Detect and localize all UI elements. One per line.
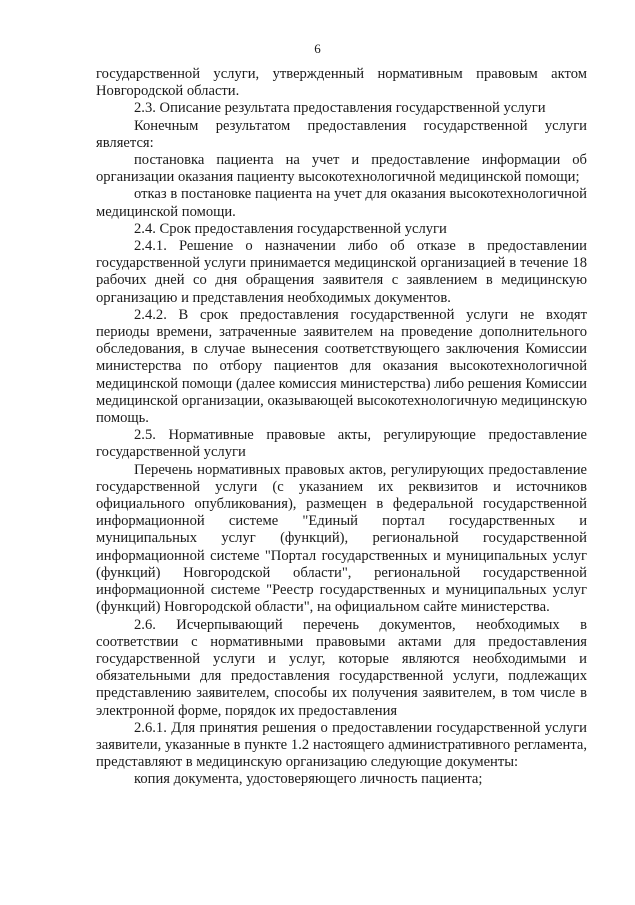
section-heading-2-4: 2.4. Срок предоставления государственной услуги xyxy=(134,220,447,237)
paragraph-legal-acts-list: Перечень нормативных правовых актов, регулирующих предоставление государственной услуги (с указанием их реквизитов и источников официального опубликования), размещен в федеральной государственной информационной системе "Единый портал государственных и муниципальных услуг (функций), региональной государственной информационной системе "Портал государственных и муниципальных услуг (функций) Новгородской области", региональной государственной информационной системе "Реестр государственных и муниципальных услуг (функций) Новгородской области", на официальном сайте министерства. xyxy=(96,461,587,616)
paragraph-result-registration: постановка пациента на учет и предоставление информации об организации оказания пациенту высокотехнологичной медицинской помощи; xyxy=(96,152,587,186)
paragraph-result-intro: Конечным результатом предоставления государственной услуги является: xyxy=(96,117,587,151)
paragraph-result-refusal: отказ в постановке пациента на учет для оказания высокотехнологичной медицинской помощи. xyxy=(96,186,587,220)
section-heading-2-6: 2.6. Исчерпывающий перечень документов, необходимых в соответствии с нормативными правовыми актами для предоставления государственной услуги и услуг, которые являются необходимыми и обязательными для предоставления государственной услуги, подлежащих представлению заявителем, способы их получения заявителем, в том числе в электронной форме, порядок их предоставления xyxy=(96,616,587,719)
paragraph-2-4-1: 2.4.1. Решение о назначении либо об отказе в предоставлении государственной услуги принимается медицинской организацией в течение 18 рабочих дней со дня обращения заявителя с заявлением в медицинскую организацию и представления необходимых документов. xyxy=(96,238,587,306)
document-body xyxy=(96,66,587,789)
paragraph-2-6-1: 2.6.1. Для принятия решения о предоставлении государственной услуги заявители, указанные в пункте 1.2 настоящего административного регламента, представляют в медицинскую организацию следующие документы: xyxy=(96,719,587,771)
paragraph-continuation: государственной услуги, утвержденный нормативным правовым актом Новгородской области. xyxy=(96,66,587,100)
page-number: 6 xyxy=(314,41,321,56)
section-heading-2-3: 2.3. Описание результата предоставления государственной услуги xyxy=(134,100,546,117)
section-heading-2-5: 2.5. Нормативные правовые акты, регулирующие предоставление государственной услуги xyxy=(96,427,587,461)
paragraph-identity-document: копия документа, удостоверяющего личность пациента; xyxy=(134,771,483,788)
paragraph-2-4-2: 2.4.2. В срок предоставления государственной услуги не входят периоды времени, затраченные заявителем на проведение дополнительного обследования, в случае вынесения соответствующего заключения Комиссии министерства по отбору пациентов для оказания высокотехнологичной медицинской помощи (далее комиссия министерства) либо решения Комиссии медицинской организации, оказывающей высокотехнологичную медицинскую помощь. xyxy=(96,306,587,427)
